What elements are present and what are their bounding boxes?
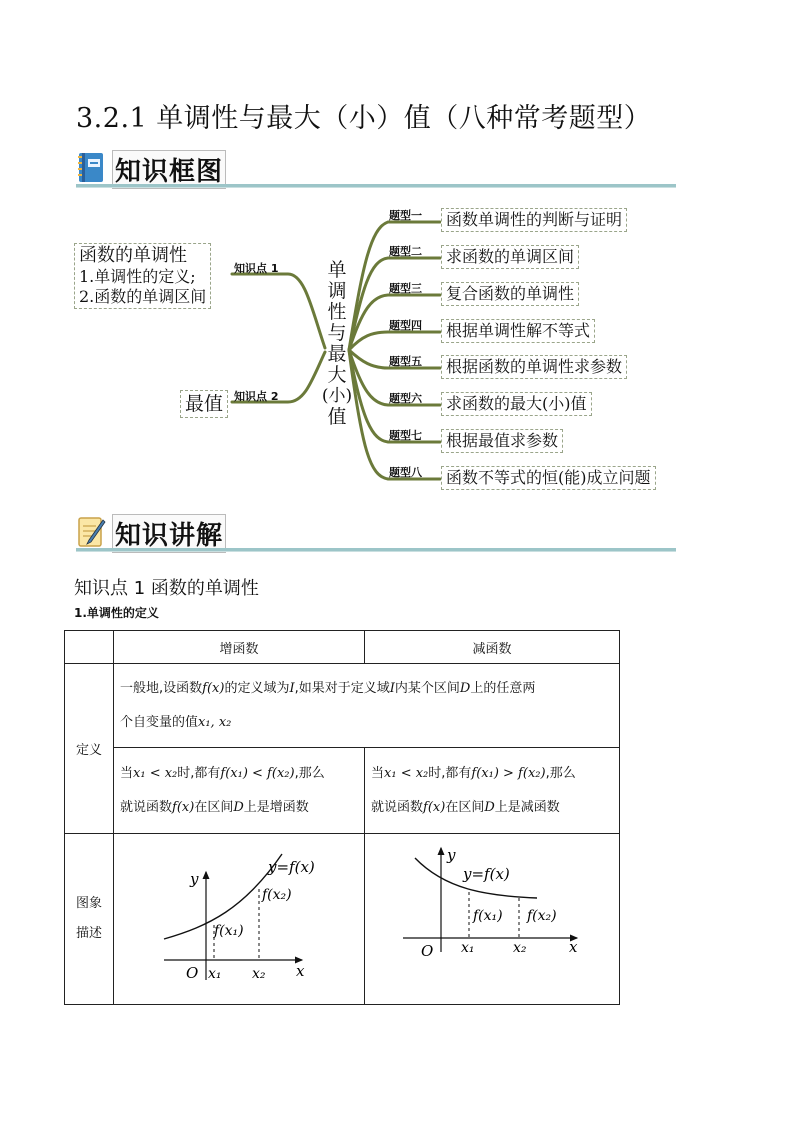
section-title-text: 知识框图 xyxy=(112,150,226,189)
text: ,那么 xyxy=(545,765,576,781)
page-title: 3.2.1 单调性与最大（小）值（八种常考题型） xyxy=(76,103,652,134)
center-char: 单 xyxy=(327,259,347,281)
section-title-text: 知识讲解 xyxy=(112,514,226,553)
knowledge-point-heading: 知识点 1 函数的单调性 xyxy=(74,578,259,599)
row-label-graph xyxy=(65,834,114,1005)
section-rule xyxy=(76,184,676,188)
row-label-definition: 定义 xyxy=(65,664,114,834)
text: 时,都有 xyxy=(428,765,472,781)
type-box: 求函数的单调区间 xyxy=(441,245,579,269)
math: f(x) xyxy=(202,680,225,696)
definition-decreasing xyxy=(365,748,620,834)
math: D xyxy=(459,680,471,696)
origin-label: O xyxy=(186,964,199,982)
text: 上是增函数 xyxy=(243,799,309,815)
center-char: 值 xyxy=(327,406,347,428)
center-char: 与 xyxy=(327,322,347,344)
text: 内某个区间 xyxy=(394,680,460,696)
mindmap-center-topic xyxy=(321,259,353,428)
type-box: 根据函数的单调性求参数 xyxy=(441,355,627,379)
curve-label: y=f(x) xyxy=(268,858,315,876)
text: 当 xyxy=(120,765,134,781)
fx2-label: f(x₂) xyxy=(262,887,292,903)
type-label: 题型二 xyxy=(389,245,422,258)
definition-common xyxy=(114,664,620,748)
center-char: 大 xyxy=(327,364,347,386)
text: 时,都有 xyxy=(177,765,221,781)
fx1-label: f(x₁) xyxy=(473,908,503,924)
center-char: 性 xyxy=(327,301,347,323)
fx1-label: f(x₁) xyxy=(214,923,244,939)
math: x₁ < x₂ xyxy=(133,765,178,781)
box-line: 2.函数的单调区间 xyxy=(79,287,207,306)
math: I xyxy=(389,680,395,696)
notepad-pen-icon xyxy=(76,514,106,548)
box-heading: 函数的单调性 xyxy=(79,245,187,266)
math: f(x) xyxy=(172,799,195,815)
x-axis-label: x xyxy=(569,938,578,956)
text: 描述 xyxy=(75,926,102,941)
type-label: 题型五 xyxy=(389,355,422,368)
kp-label: 知识点 2 xyxy=(234,390,279,403)
graph-increasing-cell xyxy=(114,834,365,1005)
text: 在区间 xyxy=(194,799,234,815)
type-box: 根据最值求参数 xyxy=(441,429,563,453)
definition-text xyxy=(114,753,364,829)
type-box: 求函数的最大(小)值 xyxy=(441,392,592,416)
text: 的定义域为 xyxy=(224,680,290,696)
section-header-framework xyxy=(76,150,686,186)
text: 一般地,设函数 xyxy=(120,680,203,696)
increasing-function-graph xyxy=(114,834,364,1004)
x1-label: x₁ xyxy=(461,940,475,956)
math: f(x₁) > f(x₂) xyxy=(471,765,546,781)
header-decreasing: 减函数 xyxy=(365,631,620,664)
section-header-lecture xyxy=(76,514,686,550)
x2-label: x₂ xyxy=(252,966,266,982)
table-corner xyxy=(65,631,114,664)
mindmap-box-extreme-value: 最值 xyxy=(180,390,228,418)
center-char: (小) xyxy=(321,386,353,406)
curve-label: y=f(x) xyxy=(463,865,510,883)
math: f(x₁) < f(x₂) xyxy=(220,765,295,781)
mindmap-box-monotonicity xyxy=(74,243,211,309)
text: ,如果对于定义域 xyxy=(294,680,390,696)
box-line: 1.单调性的定义; xyxy=(79,267,196,286)
definition-text xyxy=(365,753,619,829)
text: 图象 xyxy=(75,896,102,911)
definition-text xyxy=(114,668,619,744)
notebook-icon xyxy=(76,150,106,184)
text: 就说函数 xyxy=(120,799,173,815)
math: x₁ < x₂ xyxy=(384,765,429,781)
type-label: 题型三 xyxy=(389,282,422,295)
type-box: 根据单调性解不等式 xyxy=(441,319,595,343)
type-label: 题型七 xyxy=(389,429,422,442)
type-label: 题型四 xyxy=(389,319,422,332)
y-axis-label: y xyxy=(447,846,456,864)
type-label: 题型八 xyxy=(389,466,422,479)
text: 上的任意两 xyxy=(470,680,536,696)
math: D xyxy=(233,799,244,815)
definition-table xyxy=(64,630,620,1005)
y-axis-label: y xyxy=(190,870,199,888)
type-box: 函数单调性的判断与证明 xyxy=(441,208,627,232)
type-box: 函数不等式的恒(能)成立问题 xyxy=(441,466,656,490)
section-rule xyxy=(76,548,676,552)
text: 个自变量的值 xyxy=(120,714,199,730)
kp-label: 知识点 1 xyxy=(234,262,279,275)
x1-label: x₁ xyxy=(208,966,222,982)
definition-increasing xyxy=(114,748,365,834)
subheading: 1.单调性的定义 xyxy=(74,606,159,620)
center-char: 调 xyxy=(327,280,347,302)
text: 当 xyxy=(371,765,385,781)
math: f(x) xyxy=(423,799,446,815)
origin-label: O xyxy=(421,942,434,960)
type-label: 题型六 xyxy=(389,392,422,405)
type-box: 复合函数的单调性 xyxy=(441,282,579,306)
math: D xyxy=(484,799,495,815)
x2-label: x₂ xyxy=(513,940,527,956)
text: 在区间 xyxy=(445,799,485,815)
header-increasing: 增函数 xyxy=(114,631,365,664)
x-axis-label: x xyxy=(296,962,305,980)
fx2-label: f(x₂) xyxy=(527,908,557,924)
type-label: 题型一 xyxy=(389,209,422,222)
center-char: 最 xyxy=(327,343,347,365)
text: 就说函数 xyxy=(371,799,424,815)
math: x₁, x₂ xyxy=(198,714,232,730)
text: ,那么 xyxy=(294,765,325,781)
decreasing-function-graph xyxy=(365,834,619,1004)
text: 上是减函数 xyxy=(494,799,560,815)
math: I xyxy=(289,680,295,696)
mindmap-connectors xyxy=(0,190,794,500)
graph-decreasing-cell xyxy=(365,834,620,1005)
